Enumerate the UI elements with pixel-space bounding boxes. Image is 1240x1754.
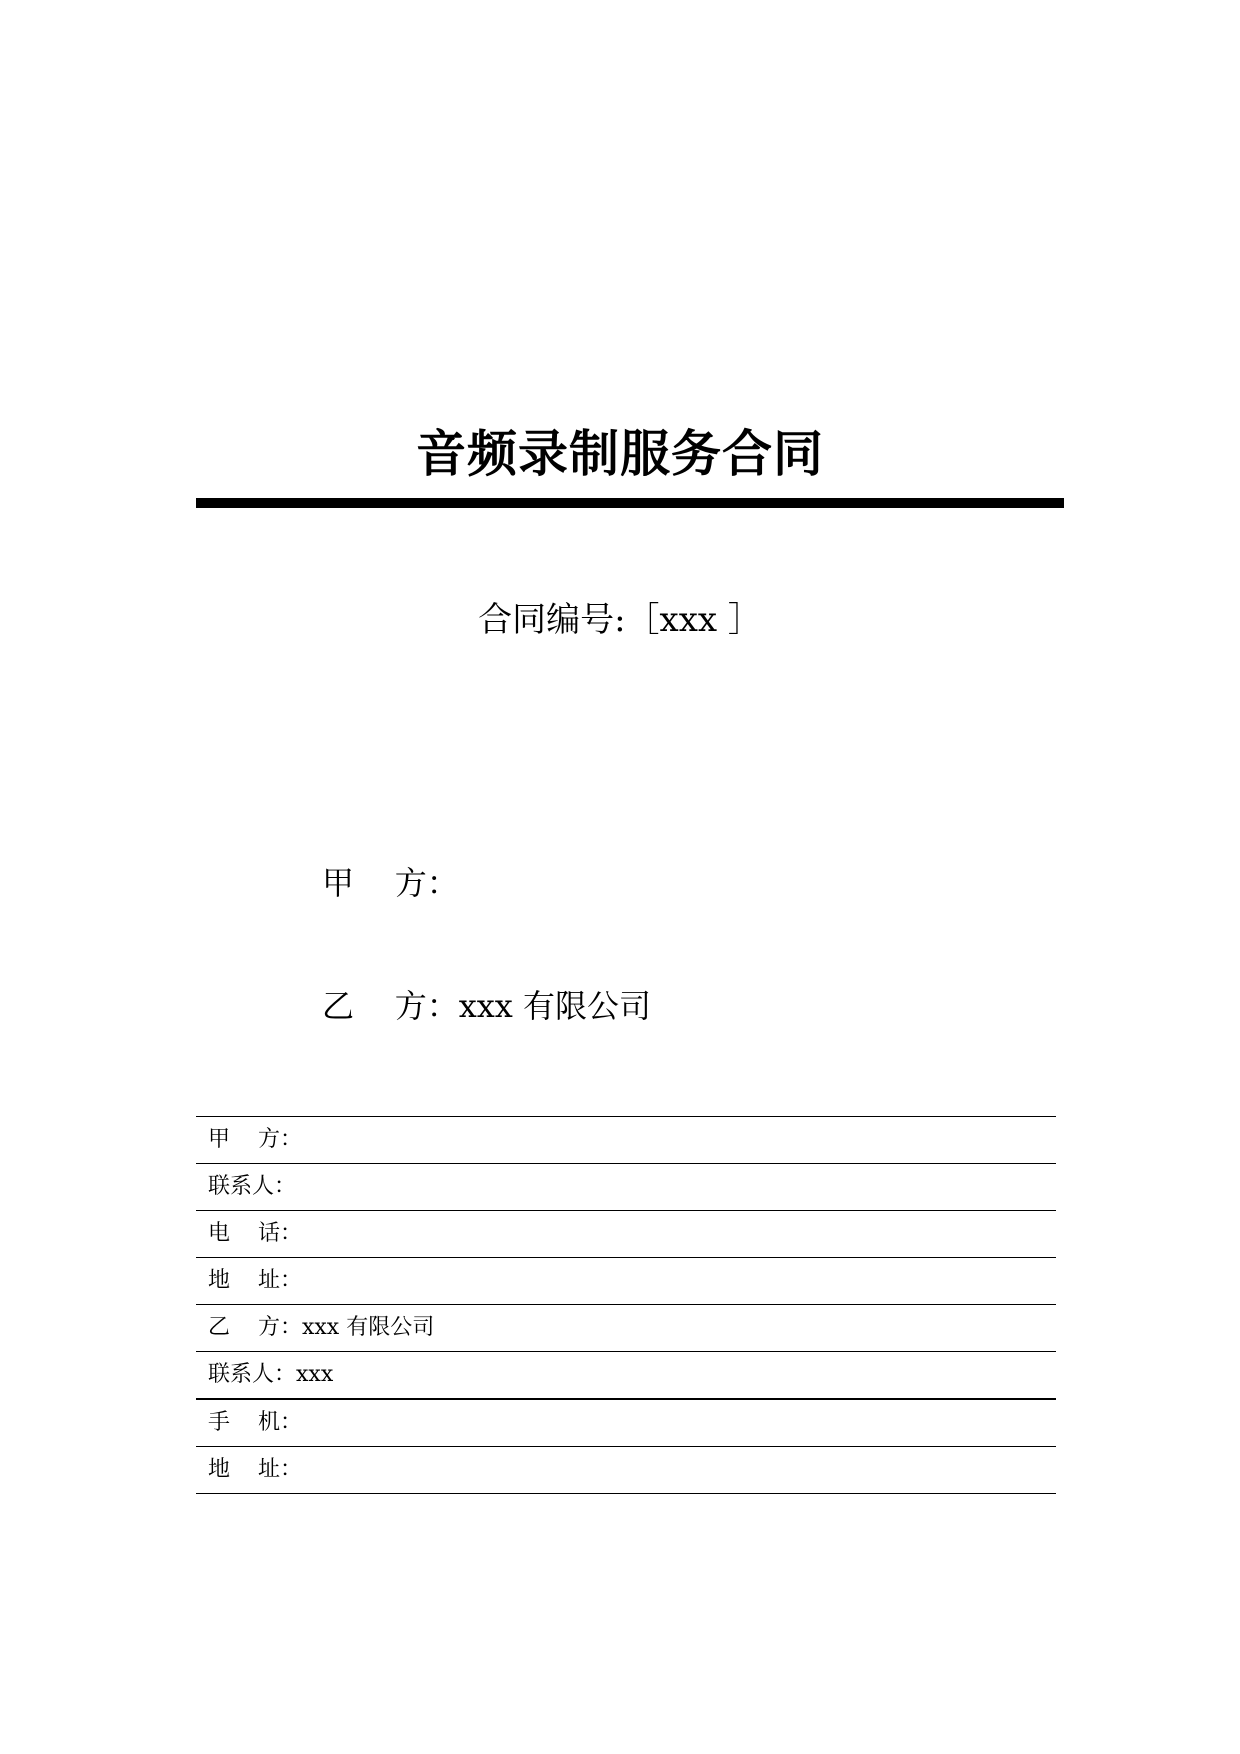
- info-row-contact-a: 联系人：: [196, 1164, 1056, 1211]
- title-underline: [196, 498, 1064, 508]
- contact-info-table: [196, 1116, 1056, 1494]
- party-a-line: 甲 方：: [322, 864, 459, 902]
- info-row-contact-b: 联系人：xxx: [196, 1352, 1056, 1400]
- document-title: 音频录制服务合同: [416, 425, 824, 483]
- info-row-phone-a: 电 话：: [196, 1211, 1056, 1258]
- info-row-address-b: 地 址：: [196, 1447, 1056, 1494]
- info-row-party-a: 甲 方：: [196, 1117, 1056, 1164]
- info-row-mobile-b: 手 机：: [196, 1400, 1056, 1447]
- party-b-line: 乙 方：xxx 有限公司: [322, 987, 652, 1025]
- info-row-party-b: 乙 方：xxx 有限公司: [196, 1305, 1056, 1352]
- contract-number: 合同编号:［xxx ］: [478, 600, 762, 640]
- info-row-address-a: 地 址：: [196, 1258, 1056, 1305]
